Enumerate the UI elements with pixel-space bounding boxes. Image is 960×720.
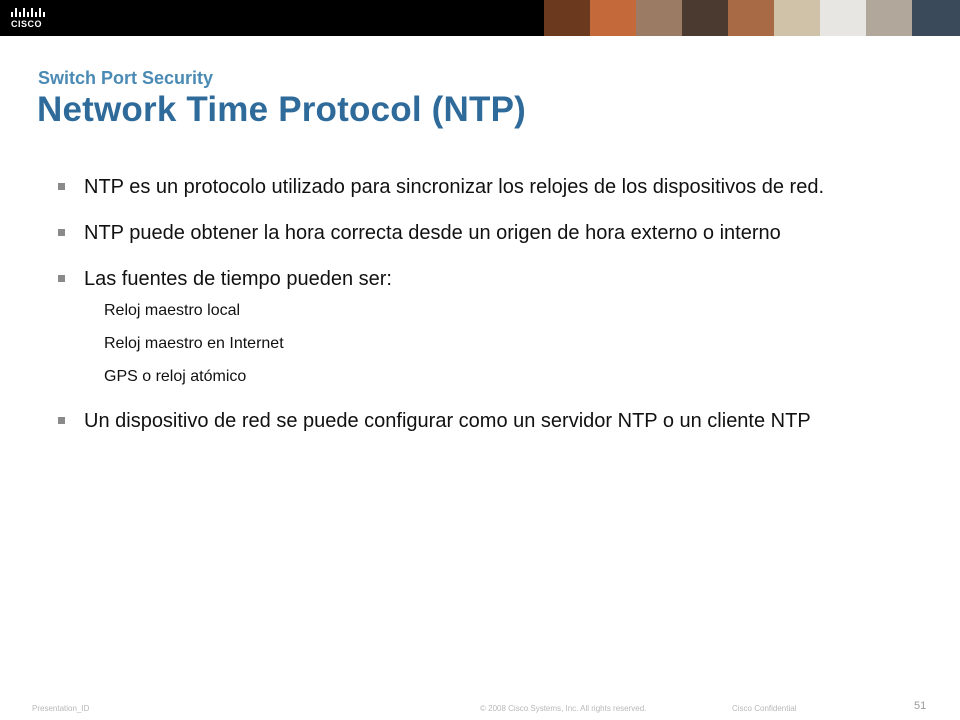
- header-photo: [590, 0, 636, 36]
- header-photo: [912, 0, 960, 36]
- square-bullet-icon: [58, 229, 65, 236]
- square-bullet-icon: [58, 183, 65, 190]
- bullet-text: Un dispositivo de red se puede configurar como un servidor NTP o un cliente NTP: [84, 410, 811, 432]
- bullet-item: [58, 174, 908, 200]
- slide-content: [58, 174, 908, 434]
- slide-title: Network Time Protocol (NTP): [37, 90, 526, 129]
- header-photo: [728, 0, 774, 36]
- bullet-text: NTP es un protocolo utilizado para sincronizar los relojes de los dispositivos de red.: [84, 176, 825, 198]
- presentation-id: Presentation_ID: [32, 704, 90, 713]
- header-photo: [682, 0, 728, 36]
- header-photo: [774, 0, 820, 36]
- sub-item: GPS o reloj atómico: [104, 368, 247, 385]
- sub-item: Reloj maestro local: [104, 302, 241, 319]
- sub-item: Reloj maestro en Internet: [104, 335, 284, 352]
- square-bullet-icon: [58, 275, 65, 282]
- bullet-item: [58, 220, 908, 246]
- page-number: 51: [914, 700, 927, 712]
- square-bullet-icon: [58, 417, 65, 424]
- bullet-text: NTP puede obtener la hora correcta desde un origen de hora externo o interno: [84, 222, 781, 244]
- bullet-item: [58, 408, 908, 434]
- header-photo: [866, 0, 912, 36]
- header-photo: [544, 0, 590, 36]
- header-bar: [0, 0, 960, 36]
- header-photo-strip: [544, 0, 960, 36]
- confidential-label: Cisco Confidential: [732, 704, 797, 713]
- slide-subtitle: Switch Port Security: [38, 68, 214, 88]
- bullet-item: [58, 266, 908, 292]
- header-photo: [820, 0, 866, 36]
- bullet-text: Las fuentes de tiempo pueden ser:: [84, 268, 392, 290]
- cisco-logo-text: CISCO: [11, 19, 43, 29]
- header-photo: [636, 0, 682, 36]
- copyright-notice: © 2008 Cisco Systems, Inc. All rights reserved.: [480, 704, 647, 713]
